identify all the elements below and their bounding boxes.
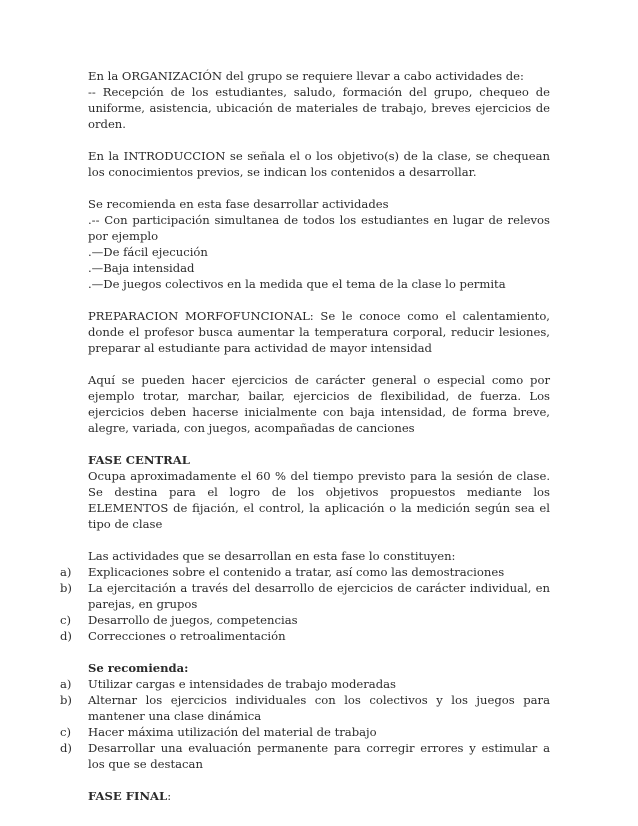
list-item-text: La ejercitación a través del desarrollo de ejercicios de carácter individual, en parejas, en grupos [88, 581, 550, 611]
fase-final-heading [88, 788, 550, 804]
list-item [60, 724, 550, 740]
recomendacion-item: .-- Con participación simultanea de todos los estudiantes en lugar de relevos por ejemplo [88, 213, 550, 243]
introduccion-paragraph: En la INTRODUCCION se señala el o los objetivo(s) de la clase, se chequean los conocimientos previos, se indican los contenidos a desarrollar. [88, 149, 550, 179]
list-marker: c) [60, 725, 72, 739]
list-item-text: Desarrollar una evaluación permanente para corregir errores y estimular a los que se destacan [88, 741, 550, 771]
list-marker: d) [60, 629, 72, 643]
fase-final-colon: : [167, 789, 172, 803]
organizacion-paragraph [88, 68, 550, 132]
list-item-text: Desarrollo de juegos, competencias [88, 613, 298, 627]
preparacion-paragraph: PREPARACION MORFOFUNCIONAL: Se le conoce como el calentamiento, donde el profesor busca aumentar la temperatura corporal, reducir lesiones, preparar al estudiante para actividad de mayor intensidad [88, 309, 550, 355]
list-item [60, 564, 550, 580]
list-item [60, 676, 550, 692]
se-recomienda-list [60, 676, 550, 772]
list-item [60, 740, 550, 772]
list-marker: b) [60, 581, 72, 595]
recomendacion-item: .—De juegos colectivos en la medida que el tema de la clase lo permita [88, 277, 506, 291]
fase-central-paragraph [88, 452, 550, 532]
se-recomienda-title: Se recomienda: [88, 661, 189, 675]
list-marker: a) [60, 565, 72, 579]
list-item-text: Hacer máxima utilización del material de trabajo [88, 725, 377, 739]
actividades-list [60, 564, 550, 644]
recomendacion-item: .—De fácil ejecución [88, 245, 208, 259]
list-item [60, 692, 550, 724]
list-item [60, 628, 550, 644]
fase-final-title: FASE FINAL [88, 789, 168, 803]
fase-central-title: FASE CENTRAL [88, 453, 190, 467]
actividades-head: Las actividades que se desarrollan en esta fase lo constituyen: [88, 549, 456, 563]
list-item-text: Correcciones o retroalimentación [88, 629, 286, 643]
organizacion-intro: En la ORGANIZACIÓN del grupo se requiere llevar a cabo actividades de: [88, 69, 524, 83]
list-item [60, 580, 550, 612]
list-marker: d) [60, 741, 72, 755]
recomendacion-item: .—Baja intensidad [88, 261, 195, 275]
list-marker: a) [60, 677, 72, 691]
list-item [60, 612, 550, 628]
list-item-text: Utilizar cargas e intensidades de trabajo moderadas [88, 677, 397, 691]
recomendaciones-inicio-paragraph [88, 196, 550, 292]
list-marker: b) [60, 693, 72, 707]
fase-central-text: Ocupa aproximadamente el 60 % del tiempo previsto para la sesión de clase. Se destina para el logro de los objetivos propuestos mediante los ELEMENTOS de fijación, el control, la aplicación o la medición según sea el tipo de clase [88, 469, 550, 531]
ejercicios-paragraph: Aquí se pueden hacer ejercicios de carácter general o especial como por ejemplo trotar, marchar, bailar, ejercicios de flexibilidad, de fuerza. Los ejercicios deben hacerse inicialmente con baja intensidad, de forma breve, alegre, variada, con juegos, acompañadas de canciones [88, 373, 550, 435]
organizacion-detalle: -- Recepción de los estudiantes, saludo, formación del grupo, chequeo de uniforme, asistencia, ubicación de materiales de trabajo, breves ejercicios de orden. [88, 85, 550, 131]
list-item-text: Explicaciones sobre el contenido a tratar, así como las demostraciones [88, 565, 505, 579]
list-item-text: Alternar los ejercicios individuales con los colectivos y los juegos para mantener una clase dinámica [88, 693, 550, 723]
recomendaciones-inicio-head: Se recomienda en esta fase desarrollar actividades [88, 197, 389, 211]
list-marker: c) [60, 613, 72, 627]
